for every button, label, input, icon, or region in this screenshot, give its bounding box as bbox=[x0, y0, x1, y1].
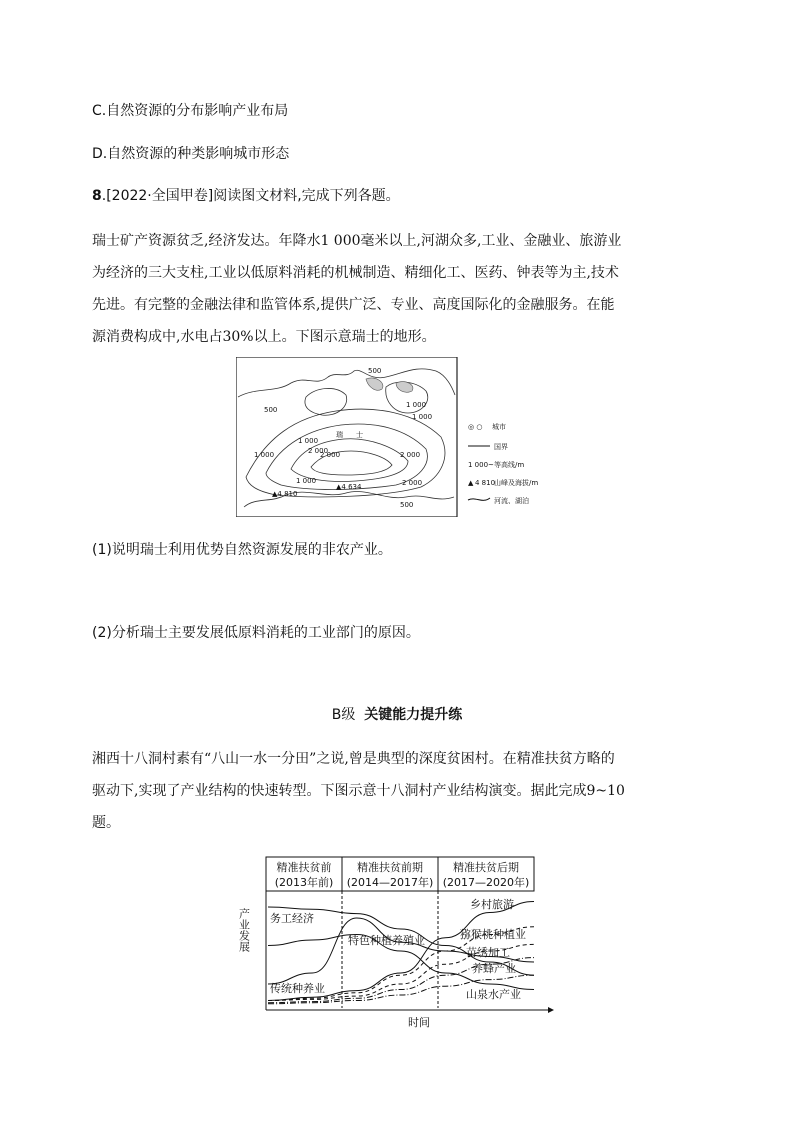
contour-label: 500 bbox=[368, 367, 382, 375]
contour-label: 1 000 bbox=[254, 451, 275, 459]
peak-value: 4 810 bbox=[277, 490, 298, 498]
series-label: 传统种养业 bbox=[270, 982, 325, 995]
section-b-heading bbox=[0, 704, 794, 724]
material-line: 瑞士矿产资源贫乏,经济发达。年降水1 000毫米以上,河湖众多,工业、金融业、旅游业 bbox=[92, 233, 622, 249]
material-line: 题。 bbox=[92, 815, 120, 831]
series-label: 特色种植养殖业 bbox=[348, 934, 425, 947]
contour-label: 2 000 bbox=[308, 447, 329, 455]
series-label: 务工经济 bbox=[270, 912, 314, 925]
contour-label: 2 000 bbox=[402, 479, 423, 487]
period-years: (2017—2020年) bbox=[442, 876, 530, 889]
contour-label: 500 bbox=[400, 501, 414, 509]
series-label: 苗绣加工 bbox=[466, 946, 510, 959]
question-number: 8 bbox=[92, 188, 102, 204]
question-source: .[2022·全国甲卷]阅读图文材料,完成下列各题。 bbox=[101, 188, 400, 204]
b-material bbox=[92, 743, 704, 839]
x-axis-arrow-icon bbox=[548, 1007, 554, 1013]
legend-contour: 等高线/m bbox=[494, 461, 525, 469]
peak-label bbox=[272, 490, 297, 498]
contour-label: 1 000 bbox=[298, 437, 319, 445]
period-name: 精准扶贫后期 bbox=[453, 861, 519, 874]
peak-value: 4 634 bbox=[341, 483, 362, 491]
legend-border: 国界 bbox=[494, 443, 508, 451]
series-label: 猕猴桃种植业 bbox=[460, 928, 526, 941]
country-label: 瑞 bbox=[336, 431, 343, 439]
material-line: 湘西十八洞村素有“八山一水一分田”之说,曾是典型的深度贫困村。在精准扶贫方略的 bbox=[92, 751, 615, 767]
contour-label: 1 000 bbox=[296, 477, 317, 485]
period-name: 精准扶贫前期 bbox=[357, 861, 423, 874]
question-8-sub1: (1)说明瑞士利用优势自然资源发展的非农产业。 bbox=[92, 542, 392, 558]
swiss-terrain-map bbox=[236, 357, 566, 517]
material-line: 先进。有完整的金融法律和监管体系,提供广泛、专业、高度国际化的金融服务。在能 bbox=[92, 297, 615, 313]
x-axis-label: 时间 bbox=[408, 1016, 430, 1028]
peak-icon: ▲ bbox=[272, 490, 278, 498]
contour-label: 500 bbox=[264, 406, 278, 414]
contour-legend-sample: 1 000~ bbox=[468, 461, 494, 469]
legend-peak: 山峰及海拔/m bbox=[494, 479, 539, 487]
contour-label: 2 000 bbox=[320, 451, 341, 459]
question-8-sub2: (2)分析瑞士主要发展低原料消耗的工业部门的原因。 bbox=[92, 625, 420, 641]
q8-material bbox=[92, 225, 704, 353]
option-c: C.自然资源的分布影响产业布局 bbox=[92, 103, 289, 119]
section-b-label: B级 bbox=[331, 707, 356, 723]
country-label: 士 bbox=[356, 431, 363, 439]
question-8-header bbox=[92, 186, 400, 206]
series-label: 乡村旅游 bbox=[470, 898, 514, 911]
contour-label: 1 000 bbox=[406, 401, 427, 409]
peak-icon: ▲ bbox=[336, 483, 342, 491]
peak-legend-icon: ▲ bbox=[468, 479, 474, 487]
peak-label bbox=[336, 483, 362, 491]
y-axis-label: 产业发展 bbox=[238, 908, 251, 952]
series-label: 山泉水产业 bbox=[466, 988, 521, 1001]
legend-city: 城市 bbox=[492, 423, 506, 431]
option-d: D.自然资源的种类影响城市形态 bbox=[92, 146, 290, 162]
industry-chart bbox=[238, 856, 554, 1028]
period-years: (2014—2017年) bbox=[346, 876, 434, 889]
legend-river: 河流、湖泊 bbox=[494, 497, 529, 505]
contour-label: 2 000 bbox=[400, 451, 421, 459]
period-years: (2013年前) bbox=[274, 876, 334, 889]
city-icon: ◎ ○ bbox=[468, 423, 483, 431]
series-label: 养蜂产业 bbox=[472, 962, 516, 975]
contour-label: 1 000 bbox=[412, 413, 433, 421]
material-line: 源消费构成中,水电占30%以上。下图示意瑞士的地形。 bbox=[92, 329, 436, 345]
river-legend-icon bbox=[468, 498, 490, 500]
map-legend bbox=[468, 422, 538, 505]
material-line: 为经济的三大支柱,工业以低原料消耗的机械制造、精细化工、医药、钟表等为主,技术 bbox=[92, 265, 619, 281]
period-name: 精准扶贫前 bbox=[276, 861, 332, 874]
material-line: 驱动下,实现了产业结构的快速转型。下图示意十八洞村产业结构演变。据此完成9~10 bbox=[92, 783, 625, 799]
section-b-title: 关键能力提升练 bbox=[364, 707, 463, 723]
header-table bbox=[266, 857, 534, 891]
peak-legend-sample: 4 810 bbox=[475, 479, 496, 487]
